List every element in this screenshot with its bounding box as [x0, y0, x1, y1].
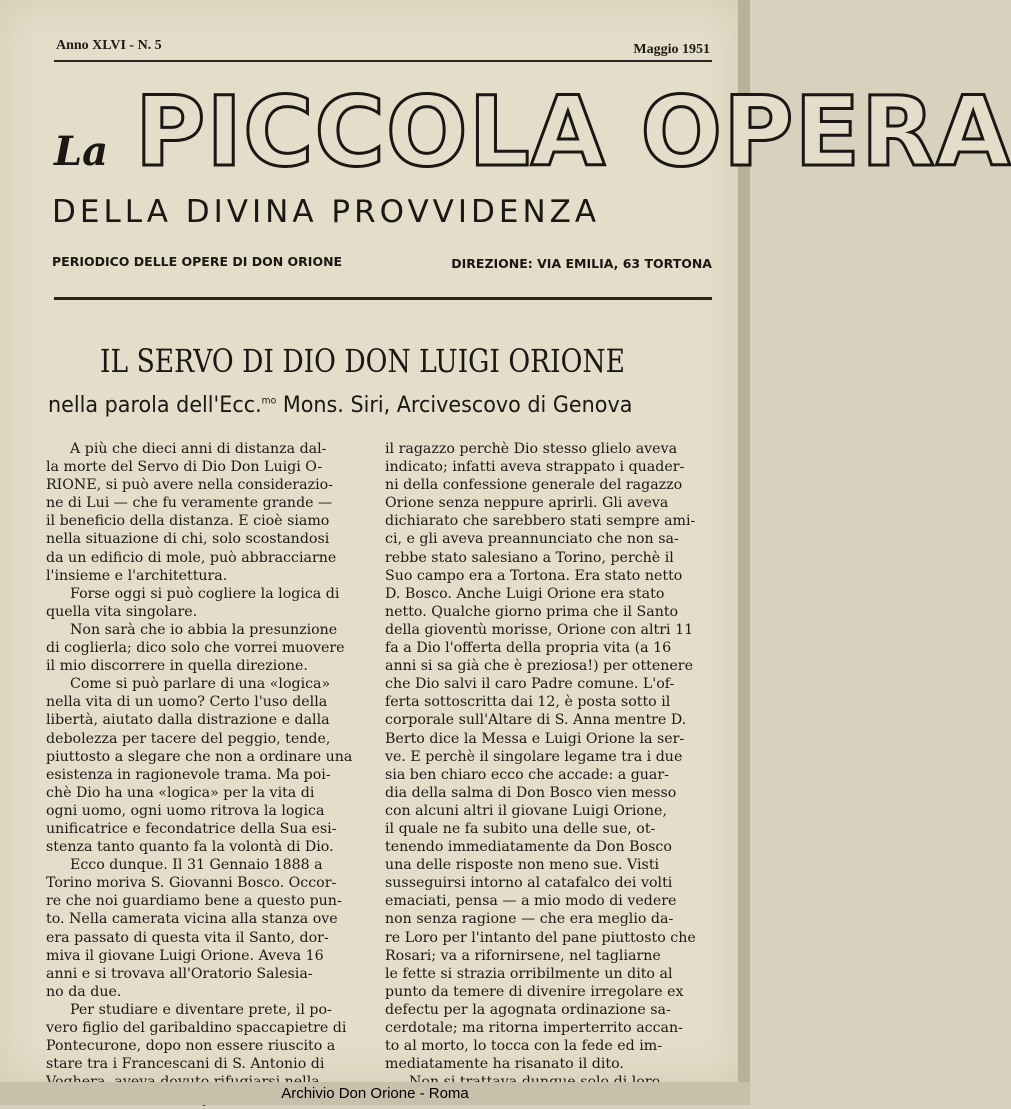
text-line: Per studiare e diventare prete, il po-: [70, 1001, 332, 1018]
text-line: Pontecurone, dopo non essere riuscito a: [46, 1038, 336, 1055]
text-line: D. Bosco. Anche Luigi Orione era stato: [385, 585, 665, 602]
text-line: anni e si trovava all'Oratorio Salesia-: [46, 965, 313, 982]
text-line: dichiarato che sarebbero stati sempre ami-: [385, 513, 696, 530]
text-line: non senza ragione — che era meglio da-: [385, 911, 674, 928]
text-line: corporale sull'Altare di S. Anna mentre D.: [385, 712, 687, 729]
text-line: tenendo immediatamente da Don Bosco: [385, 839, 672, 856]
text-line: Ecco dunque. Il 31 Gennaio 1888 a: [70, 857, 323, 874]
text-line: punto da temere di divenire irregolare ex: [385, 983, 684, 1000]
text-line: la morte del Servo di Dio Don Luigi O-: [46, 459, 323, 476]
text-line: emaciati, pensa — a mio modo di vedere: [385, 893, 677, 910]
text-line: Rosari; va a rifornirsene, nel tagliarne: [385, 947, 661, 964]
article-subtitle: nella parola dell'Ecc.$^{mo}$ Mons. Siri, Arcivescovo di Genova: [48, 392, 633, 418]
text-line: cerdotale; ma ritorna imperterrito accan-: [385, 1020, 683, 1036]
text-line: re Loro per l'intanto del pane piuttosto che: [385, 929, 696, 946]
text-line: anni si sa già che è preziosa!) per ottenere: [385, 658, 693, 675]
text-line: susseguirsi intorno al catafalco dei volti: [385, 875, 673, 892]
editorial-address: DIREZIONE: VIA EMILIA, 63 TORTONA: [451, 256, 712, 271]
text-line: A più che dieci anni di distanza dal-: [70, 441, 327, 457]
text-line: fa a Dio l'offerta della propria vita (a 16: [385, 640, 672, 657]
text-line: quella vita singolare.: [46, 603, 198, 620]
text-line: il mio discorrere in quella direzione.: [46, 658, 308, 675]
article-paragraph: [46, 585, 366, 621]
text-line: stare tra i Francescani di S. Antonio di: [46, 1056, 325, 1073]
text-line: le fette si strazia orribilmente un dito al: [385, 965, 673, 982]
text-line: stenza tanto quanto fa la volontà di Dio.: [46, 839, 334, 856]
text-line: vero figlio del garibaldino spaccapietre di: [46, 1020, 347, 1036]
text-line: no da due.: [46, 983, 122, 1000]
text-line: esistenza in ragionevole trama. Ma poi-: [46, 766, 331, 783]
text-line: dia della salma di Don Bosco vien messo: [385, 784, 677, 801]
text-line: Come si può parlare di una «logica»: [70, 676, 331, 693]
masthead-title: PICCOLA OPERA: [135, 76, 1011, 188]
text-line: ve. E perchè il singolare legame tra i due: [385, 748, 683, 765]
text-line: l'insieme e l'architettura.: [46, 567, 228, 584]
text-line: Non sarà che io abbia la presunzione: [70, 621, 338, 638]
text-line: ci, e gli aveva preannunciato che non sa-: [385, 531, 679, 548]
text-line: della gioventù morisse, Orione con altri 11: [385, 621, 694, 638]
text-line: il beneficio della distanza. E cioè siamo: [46, 513, 330, 530]
text-line: ne di Lui — che fu veramente grande —: [46, 495, 333, 512]
masthead-rule: [54, 297, 712, 300]
article-column-left: [46, 440, 366, 1109]
article-paragraph: [46, 856, 366, 1001]
text-line: chè Dio ha una «logica» per la vita di: [46, 784, 315, 801]
text-line: mediatamente ha risanato il dito.: [385, 1056, 624, 1073]
text-line: libertà, aiutato dalla distrazione e dalla: [46, 712, 330, 729]
text-line: era passato di questa vita il Santo, dor-: [46, 929, 329, 946]
periodical-description: PERIODICO DELLE OPERE DI DON ORIONE: [52, 254, 343, 269]
article-column-right: [385, 440, 710, 1109]
text-line: una delle risposte non meno sue. Visti: [385, 857, 660, 874]
text-line: sia ben chiaro ecco che accade: a guar-: [385, 766, 669, 783]
text-line: rebbe stato salesiano a Torino, perchè il: [385, 549, 674, 566]
text-line: defectu per la agognata ordinazione sa-: [385, 1001, 671, 1018]
text-line: piuttosto a slegare che non a ordinare una: [46, 748, 353, 765]
text-line: unificatrice e fecondatrice della Sua esi-: [46, 820, 337, 837]
text-line: miva il giovane Luigi Orione. Aveva 16: [46, 947, 324, 964]
text-line: debolezza per tacere del peggio, tende,: [46, 730, 331, 747]
article-title: IL SERVO DI DIO DON LUIGI ORIONE: [100, 342, 626, 380]
issue-number: Anno XLVI - N. 5: [56, 38, 162, 53]
masthead-la: La: [54, 128, 109, 175]
article-paragraph: [46, 621, 366, 675]
text-line: Orione senza neppure aprirli. Gli aveva: [385, 495, 669, 512]
header-rule: [54, 60, 712, 62]
text-line: nella vita di un uomo? Certo l'uso della: [46, 694, 328, 711]
text-line: ferta sottoscritta dai 12, è posta sotto il: [385, 694, 671, 711]
text-line: to. Nella camerata vicina alla stanza ove: [46, 911, 338, 928]
text-line: Torino moriva S. Giovanni Bosco. Occor-: [46, 875, 337, 892]
text-line: il quale ne fa subito una delle sue, ot-: [385, 820, 656, 837]
issue-date: Maggio 1951: [633, 42, 710, 57]
text-line: to al morto, lo tocca con la fede ed im-: [385, 1038, 663, 1055]
text-line: ni della confessione generale del ragazzo: [385, 477, 683, 494]
text-line: RIONE, si può avere nella considerazio-: [46, 477, 333, 494]
text-line: ogni uomo, ogni uomo ritrova la logica: [46, 802, 325, 819]
text-line: netto. Qualche giorno prima che il Santo: [385, 603, 679, 620]
text-line: il ragazzo perchè Dio stesso glielo aveva: [385, 441, 678, 457]
text-line: con alcuni altri il giovane Luigi Orione,: [385, 802, 667, 819]
text-line: di coglierla; dico solo che vorrei muovere: [46, 640, 345, 657]
article-paragraph: [46, 675, 366, 856]
text-line: che Dio salvi il caro Padre comune. L'of-: [385, 676, 675, 693]
masthead-subtitle: DELLA DIVINA PROVVIDENZA: [52, 194, 601, 230]
text-line: Suo campo era a Tortona. Era stato netto: [385, 567, 683, 584]
article-paragraph: [46, 440, 366, 585]
article-paragraph: [385, 440, 710, 1073]
text-line: indicato; infatti aveva strappato i quader-: [385, 459, 685, 476]
text-line: nella situazione di chi, solo scostandosi: [46, 531, 330, 548]
text-line: Berto dice la Messa e Luigi Orione la ser-: [385, 730, 685, 747]
archive-caption: Archivio Don Orione - Roma: [281, 1085, 469, 1102]
text-line: Forse oggi si può cogliere la logica di: [70, 585, 340, 602]
text-line: re che noi guardiamo bene a questo pun-: [46, 893, 342, 910]
text-line: da un edificio di mole, può abbracciarne: [46, 549, 337, 566]
